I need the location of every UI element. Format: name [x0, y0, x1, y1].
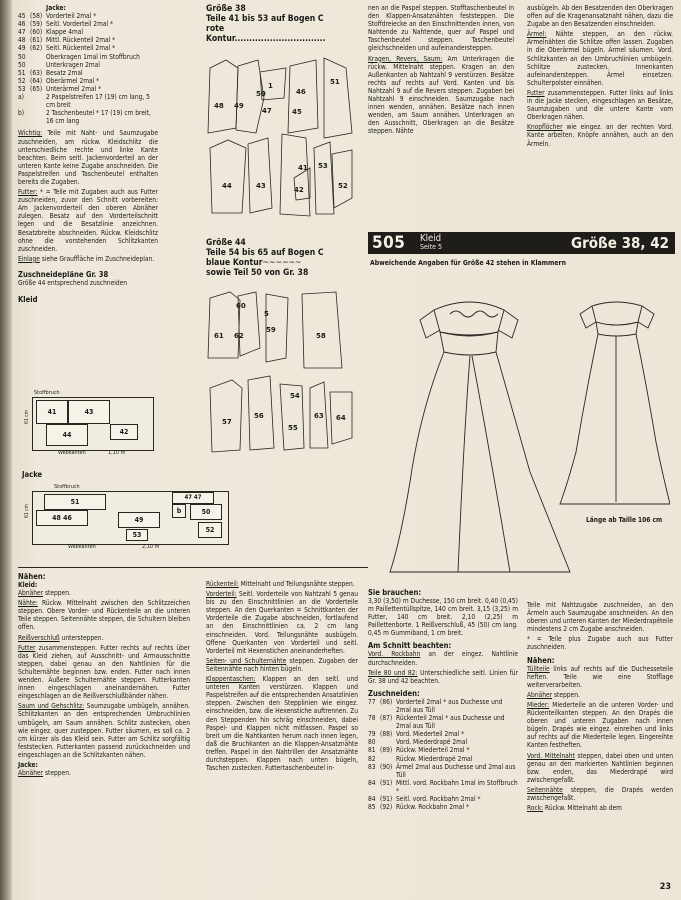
zuschneiden-title: Zuschneiden:: [368, 688, 420, 698]
mieder-label: Mieder:: [527, 700, 550, 709]
list-item: [18, 77, 158, 85]
height-label: 61 cm: [24, 409, 31, 425]
laenge-note: Länge ab Taille 106 cm: [586, 516, 663, 524]
sie-brauchen-text: 3,30 (3,50) m Duchesse, 150 cm breit. 0,40 (0,45) m Paillettentüllspitze, 140 cm breit. 3,15 (3,25) m Futter, 140 cm breit. 2,10 (2,25) m Paillettenborte. 1 Reißverschluß, 45 (50) cm lang. 0,45 m Gummiband, 1 cm breit.: [368, 597, 518, 638]
jacke-parts-column: [18, 4, 158, 304]
aermel-text: Nähte steppen, an den rückw. Ärmelnähten die Schlitze offen lassen. Zugaben in die Oberärmel bügeln. Ärmel säumen. Vord. Schlitzkanten an den Umbruchlinien umbügeln. Schlitze zustecken. Innenkanten aufeinandersteppen. Ärmel einsetzen. Schulterpolster einnähen.: [527, 30, 673, 87]
svg-text:43: 43: [256, 182, 266, 190]
width-label: 1,10 m: [108, 450, 126, 456]
futter-kleid-text: zusammensteppen. Futter rechts auf rechts über das Kleid ziehen, auf Ausschnitt- und Armausschnitte steppen, dabei genau an den Nahtlinien für die Schulternähte beginnen bzw. enden. Futter nach innen wenden. Äußere Schulternähte steppen. Futterkanten innen eingeschlagen aneinandernähen. Futter eingeschlagen an die Reißverschlußbänder nähen.: [18, 643, 190, 701]
jacke-cutting-plan: Stoffbruch 51 47 47 48 46 49 b 50 53 52 61 cm Webkanten 2,10 m: [22, 486, 232, 556]
g38-title: Größe 38: [206, 4, 246, 14]
list-item: [368, 738, 518, 746]
wichtig-label: Wichtig:: [18, 129, 43, 138]
part-description: Klappe 4mal: [46, 28, 84, 37]
list-item: [18, 4, 158, 12]
saum-label: Saum und Gehschlitz:: [18, 702, 85, 711]
teile-label: Teile 80 und 82:: [368, 668, 418, 677]
einlage-label: Einlage: [18, 254, 40, 263]
part-alt-number: (58): [30, 12, 43, 21]
svg-text:51: 51: [330, 78, 340, 86]
part-number: 81: [368, 746, 376, 755]
part-alt-number: [30, 93, 46, 109]
svg-text:45: 45: [292, 108, 302, 116]
wichtig-text: Teile mit Naht- und Saumzugabe zuschneiden, am rückw. Kleidschlitz die unterschiedliche rechte und linke Kante beachten. Beim seitl. Jackenvorderteil an der unteren Kante keine Zugabe anschneiden. Die Paspelstreifen und Taschenbeutel enthalten bereits die Zugaben.: [18, 129, 158, 186]
part-number: 45: [18, 12, 26, 21]
svg-text:44: 44: [222, 182, 232, 190]
part-description: Oberkragen 1mal im Stoffbruch: [46, 52, 140, 61]
part-description: Rückw. Miederteil 2mal *: [396, 746, 470, 755]
zuschneideplan-sub: Größe 44 entsprechend zuschneiden: [18, 278, 128, 287]
part-number: 79: [368, 730, 376, 739]
list-item: [18, 93, 158, 109]
jacke-plan-label: Jacke: [22, 470, 43, 479]
svg-text:62: 62: [234, 332, 244, 340]
list-item: [368, 698, 518, 714]
part-number: 50: [18, 52, 26, 61]
rockbahn-label: Vord. Rockbahn: [368, 650, 421, 659]
rock-text: Rückw. Mittelnaht ab dem: [543, 804, 622, 813]
svg-text:41: 41: [298, 164, 308, 172]
seitennaehte-kleid-text: steppen, die Drapés werden zwischengefaßt.: [527, 785, 673, 802]
part-description: Seitl. Vorderteil 2mal *: [46, 20, 113, 29]
list-item: [18, 85, 158, 93]
kleid-plan-label: Kleid: [18, 295, 38, 304]
part-alt-number: [30, 61, 46, 69]
list-item: [18, 36, 158, 44]
part-description: Vorderteil 2mal *: [46, 12, 97, 21]
kragen-column: [368, 4, 514, 138]
part-number: 84: [368, 794, 376, 803]
mieder-text: Miederteile an die unteren Vorder- und Rückenteilkanten steppen. An den Drapés die oberen und unteren Zugaben nach innen bügeln. Drapés wie eingez. einreihen und links auf rechts auf die Miederteile legen. Eingereihte Kanten festheften.: [527, 700, 673, 750]
svg-text:1: 1: [268, 82, 273, 90]
part-alt-number: (88): [380, 730, 393, 739]
list-item: [368, 779, 518, 795]
svg-text:58: 58: [316, 332, 326, 340]
tuellteile-label: Tüllteile: [527, 664, 550, 673]
section-divider: [18, 567, 368, 568]
rueckenteil-label: Rückenteil:: [206, 580, 239, 588]
part-number: 49: [18, 44, 26, 53]
kragen-label: Kragen, Revers, Saum:: [368, 54, 443, 63]
futter-kleid-label: Futter: [18, 643, 36, 652]
list-item: [368, 803, 518, 811]
list-item: [18, 61, 158, 69]
svg-text:55: 55: [288, 424, 298, 432]
klappentaschen-label: Klappentaschen:: [206, 675, 256, 684]
list-item: [18, 20, 158, 28]
page-number: 23: [659, 882, 671, 892]
list-item: [368, 763, 518, 779]
model-number: 505: [372, 233, 406, 253]
teile-text: Unterschiedliche seitl. Linien für Gr. 38 und 42 beachten.: [368, 668, 518, 685]
part-description: Vord. Miederdrapé 2mal: [396, 738, 468, 747]
svg-text:59: 59: [266, 326, 276, 334]
svg-text:54: 54: [290, 392, 300, 400]
kragen-text: Am Unterkragen die rückw. Mittelnaht steppen. Kragen an den Außenkanten ab Nahtzahl 9 verstürzen. Besätze rechts auf rechts auf Vord. Kanten und bis Nahtzahl 9 auf die Revers steppen. Zugaben bei Nahtzahl 9 einschneiden. Saumzugabe nach innen wenden, annähen. Besätze nach innen wenden, am Saum annähen. Unterkragen an den Ausschnitt, Oberkragen an die Besätze steppen. Nähte: [368, 54, 515, 136]
g38-kontur: rote Kontur...............................: [206, 24, 326, 44]
part-number: 85: [368, 803, 376, 812]
part-description: Jacke:: [46, 4, 66, 12]
stoffbruch-label-2: Stoffbruch: [54, 484, 80, 490]
abnaeher-text: steppen.: [43, 589, 71, 598]
list-item: [368, 746, 518, 754]
part-number: 83: [368, 762, 376, 771]
part-alt-number: (91): [380, 794, 393, 803]
mittelnaht-label: Vord. Mittelnaht: [527, 751, 575, 760]
sie-brauchen-title: Sie brauchen:: [368, 588, 422, 597]
list-item: [18, 109, 158, 125]
rv-label: Reißverschluß: [18, 633, 60, 642]
abweichende-note: Abweichende Angaben für Größe 42 stehen in Klammern: [370, 259, 566, 267]
width-label-2: 2,10 m: [142, 544, 160, 550]
naehte-label: Nähte:: [18, 599, 38, 608]
part-number: 46: [18, 20, 26, 29]
kleid-subtitle: Kleid:: [18, 581, 38, 589]
naehte-text: Rückw. Mittelnaht zwischen den Schlitzzeichen steppen. Obere Vorder- und Rückenteile an die unteren Teile steppen. Seitennähte steppen, die Schultern bleiben offen.: [18, 599, 190, 632]
svg-text:53: 53: [318, 162, 328, 170]
part-alt-number: (61): [30, 36, 43, 45]
part-number: 82: [368, 754, 376, 763]
g44-kontur: blaue Kontur: [206, 258, 263, 268]
seitennaehte-text: steppen. Zugaben der Seitennähte nach hinten bügeln.: [206, 656, 358, 673]
dress-illustration: [380, 272, 670, 582]
webkanten-label: Webkanten: [58, 450, 86, 456]
part-description: 2 Taschenbeutel * 17 (19) cm breit, 16 cm lang: [46, 109, 151, 126]
abnaeher-jacke-text: steppen.: [43, 769, 71, 778]
part-number: [18, 4, 30, 12]
part-description: Unterärmel 2mal *: [46, 84, 102, 93]
svg-text:56: 56: [254, 412, 264, 420]
part-description: Vorderteil 2mal * aus Duchesse und 2mal aus Tüll: [396, 697, 503, 714]
list-item: [18, 12, 158, 20]
pattern-sheet-38: [206, 38, 356, 218]
jacke-subtitle: Jacke:: [18, 760, 38, 769]
part-alt-number: [30, 4, 46, 12]
abnaeher-kleid-text: steppen.: [552, 690, 580, 699]
part-description: Seitl. vord. Rockbahn 2mal *: [396, 794, 481, 803]
part-number: 51: [18, 68, 26, 77]
model-seite: Seite 5: [420, 243, 442, 251]
stoffbruch-label: Stoffbruch: [34, 390, 60, 396]
rock-label: Rock:: [527, 804, 544, 813]
list-item: [18, 28, 158, 36]
abnaeher-kleid-label: Abnäher: [527, 690, 553, 699]
part-alt-number: (90): [380, 762, 393, 771]
kleid-parts-list: [368, 698, 518, 811]
pattern-sheet-44: [206, 288, 356, 458]
svg-text:49: 49: [234, 102, 244, 110]
part-alt-number: (59): [30, 20, 43, 29]
svg-text:48: 48: [214, 102, 224, 110]
svg-text:46: 46: [296, 88, 306, 96]
groesse-44-heading: Größe 44 Teile 54 bis 65 auf Bogen C blaue Kontur~~~~~~ sowie Teil 50 von Gr. 38: [206, 238, 356, 278]
svg-text:57: 57: [222, 418, 232, 426]
schnitt-title: Am Schnitt beachten:: [368, 641, 452, 651]
part-number: 77: [368, 697, 376, 706]
list-item: [368, 795, 518, 803]
part-alt-number: (87): [380, 714, 393, 723]
part-description: Seitl. Rückenteil 2mal *: [46, 44, 116, 53]
svg-text:60: 60: [236, 302, 246, 310]
naehen-kleid-right-column: [527, 601, 673, 814]
aermel-column: [527, 4, 673, 150]
vorderteil-text: Seitl. Vorderteile von Nahtzahl 5 genau bis zu den Einschnittlinien an die Vorderteile steppen. An den Querkanten = Schnittkanten der Vorderteile die Zugabe abschneiden, fortlaufend an den Einschnittlinien ca. 2 cm lang einschneiden. Vord. Teilungsnähte ausbügeln. Offene Querkanten von Vorderteil und seitl. Vorderteil mit Hexenstichen aneinanderheften.: [206, 590, 358, 655]
seitennaehte-label: Seiten- und Schulternähte: [206, 656, 287, 665]
svg-text:5: 5: [264, 310, 269, 318]
part-alt-number: (63): [30, 68, 43, 77]
paspel-text: nen an die Paspel steppen. Stofftaschenbeutel in den Klappen-Ansatznähten feststeppen. Die Stoffdreiecke an den Einschnittenden innen, von Nahtende zu Nahtende, quer auf Paspel und Taschenbeutel steppen. Taschenbeutel gleichschneiden und aufeinandersteppen.: [368, 4, 514, 53]
futter-label: Futter:: [18, 188, 38, 197]
seitennaehte-kleid-label: Seitennähte: [527, 785, 563, 794]
einlage-text: siehe Grauffläche im Zuschneideplan.: [39, 254, 155, 263]
saum-text: Saumzugabe umbügeln, annähen. Schlitzkanten an den entsprechenden Umbruchlinien umbügeln, am Saum annähen. Schlitz zustecken, oben wie eingez. quer zusteppen. Futter säumen, es soll ca. 2 cm kürzer als das Kleid sein. Futter am Schlitz sorgfältig feststecken. Futterkanten passend zurückschneiden und eingeschlagen an die Schlitzkanten nähen.: [18, 702, 190, 759]
part-description: Rückw. Rockbahn 2mal *: [396, 803, 469, 812]
jacke-parts-list: [18, 4, 158, 125]
part-number: 80: [368, 738, 376, 747]
futter-text-jacke: zusammensteppen. Futter links auf links in die Jacke stecken, eingeschlagen an Besätze, Saumzugaben und die untere Kante vom Oberkragen nähen.: [527, 88, 673, 122]
part-number: 47: [18, 28, 26, 37]
g44-sub: Teile 54 bis 65 auf Bogen C: [206, 248, 324, 258]
part-alt-number: (65): [30, 84, 43, 93]
part-description: Besatz 2mal: [46, 68, 83, 77]
part-alt-number: (91): [380, 778, 393, 787]
part-description: Vord. Miederteil 2mal *: [396, 730, 465, 739]
abnaeher-label: Abnäher: [18, 589, 44, 598]
svg-text:61: 61: [214, 332, 224, 340]
aermel-label: Ärmel:: [527, 30, 547, 39]
model-kind: Kleid: [420, 233, 442, 244]
knopfloecher-label: Knopflöcher: [527, 123, 563, 132]
tuellteile-text: links auf rechts auf die Duchesseteile heften. Teile wie eine Stofflage weiterverarbeiten.: [527, 664, 673, 689]
webkanten-label-2: Webkanten: [68, 544, 96, 550]
svg-text:42: 42: [294, 186, 304, 194]
naehen-kleid-column: [18, 572, 190, 779]
list-item: [368, 730, 518, 738]
svg-text:50: 50: [256, 90, 266, 98]
part-number: 52: [18, 76, 26, 85]
part-alt-number: (86): [380, 697, 393, 706]
part-alt-number: [380, 738, 396, 746]
sie-brauchen-column: [368, 588, 518, 811]
naehen-title: Nähen:: [18, 572, 46, 581]
mittelnaht-text: steppen, dabei oben und unten genau an den markierten Nahtlinien beginnen bzw. enden, das Miederdrapé wird zwischengefaßt.: [527, 751, 673, 784]
zugabe-text: Teile mit Nahtzugabe zuschneiden, an den Ärmeln auch Saumzugabe anschneiden. An den oberen und unteren Kanten der Miederdrapéteile mindestens 2 cm Zugabe anschneiden.: [527, 601, 673, 634]
rueckenteil-text: Mittelnaht und Teilungsnähte steppen.: [238, 580, 355, 588]
book-spine: [0, 0, 12, 900]
list-item: [18, 69, 158, 77]
abnaeher-jacke-label: Abnäher: [18, 769, 44, 778]
part-number: 53: [18, 84, 26, 93]
part-number: 84: [368, 778, 376, 787]
part-number: a): [18, 93, 24, 102]
svg-text:52: 52: [338, 182, 348, 190]
naehen-title-2: Nähen:: [527, 655, 555, 665]
part-description: Ärmel 2mal aus Duchesse und 2mal aus Tüll: [396, 762, 516, 779]
svg-text:64: 64: [336, 414, 346, 422]
g44-extra: sowie Teil 50 von Gr. 38: [206, 268, 309, 278]
model-banner: [368, 232, 675, 254]
part-alt-number: [380, 755, 396, 763]
zuschneideplan-title: Zuschneidepläne Gr. 38: [18, 269, 109, 279]
knopfloecher-text: wie eingez. an der rechten Vord. Kante arbeiten. Knöpfe annähen, auch an den Ärmeln.: [527, 123, 673, 148]
futter-text: * = Teile mit Zugaben auch aus Futter zuschneiden, zuvor den Schnitt vorbereiten: Am Jackenvorderteil den oberen Abnäher zulegen. Besatz auf den Vorderteilschnitt legen und die Besatzlinie anzeichnen. Besatzbreite abschneiden. Rückw. Kleidschlitz ohne die vorstehenden Schlitzkanten zuschneiden.: [18, 188, 158, 253]
part-number: b): [18, 109, 25, 118]
klappentaschen-text: Klappen an den seitl. und unteren Kanten verstürzen. Klappen und Paspelstreifen auf die entsprechenden Ansatzlinien steppen. Zwischen den Stepplinien wie eingez. einschneiden, bzw. die Hexenstiche auftrennen. Zu den Steppenden hin schräg einschneiden, dabei Paspel- und Klappen nicht mitfassen. Paspel so breit um die Nahtkanten herum nach innen legen, daß die Bruchkanten an die Klappen-Ansatznähte treffen. Paspel in den Nahtrillen der Ansatznähte durchsteppen. Klappen nach unten bügeln, Taschen zustecken. Futtertaschenbeutel in-: [206, 675, 358, 773]
g44-title: Größe 44: [206, 238, 246, 248]
svg-text:47: 47: [262, 107, 272, 115]
part-description: Oberärmel 2mal *: [46, 76, 100, 85]
part-alt-number: (60): [30, 28, 43, 37]
part-description: Mittl. vord. Rockbahn 1mal im Stoffbruch *: [396, 778, 518, 795]
list-item: [18, 44, 158, 52]
part-alt-number: (92): [380, 803, 393, 812]
part-alt-number: [30, 53, 46, 61]
part-alt-number: (62): [30, 44, 43, 53]
model-size: Größe 38, 42: [571, 234, 669, 252]
g38-sub: Teile 41 bis 53 auf Bogen C: [206, 14, 324, 24]
rueckenteil-column: [206, 580, 358, 774]
part-number: 78: [368, 714, 376, 723]
list-item: [18, 53, 158, 61]
part-alt-number: (64): [30, 76, 43, 85]
part-alt-number: (89): [380, 746, 393, 755]
height-label-2: 61 cm: [24, 503, 31, 519]
svg-text:63: 63: [314, 412, 324, 420]
futter-hinweis: * = Teile plus Zugabe auch aus Futter zuschneiden.: [527, 635, 673, 652]
part-description: Mittl. Rückenteil 2mal *: [46, 36, 116, 45]
part-description: 2 Paspelstreifen 17 (19) cm lang, 5 cm breit: [46, 93, 150, 110]
part-description: Rückenteil 2mal * aus Duchesse und 2mal aus Tüll: [396, 714, 505, 731]
part-description: Rückw. Miederdrapé 2mal: [396, 754, 473, 763]
list-item: [368, 755, 518, 763]
part-alt-number: [30, 109, 46, 125]
part-number: 50: [18, 60, 26, 69]
ausbuegeln-text: ausbügeln. Ab den Besatzenden den Oberkragen offen auf die Kragenansatznaht nähen, dazu die Zugabe an den Besatzenden einschneiden.: [527, 4, 674, 29]
vorderteil-label: Vorderteil:: [206, 590, 237, 599]
futter-label-jacke: Futter: [527, 88, 545, 97]
rv-text: untersteppen.: [59, 633, 104, 642]
list-item: [368, 714, 518, 730]
kleid-cutting-plan: Stoffbruch 41 43 44 42 61 cm Webkanten 1,10 m: [22, 392, 152, 456]
part-description: Unterkragen 2mal: [46, 60, 100, 69]
part-number: 48: [18, 36, 26, 45]
rockbahn-text: an der eingez. Nahtlinie durchschneiden.: [368, 650, 518, 667]
